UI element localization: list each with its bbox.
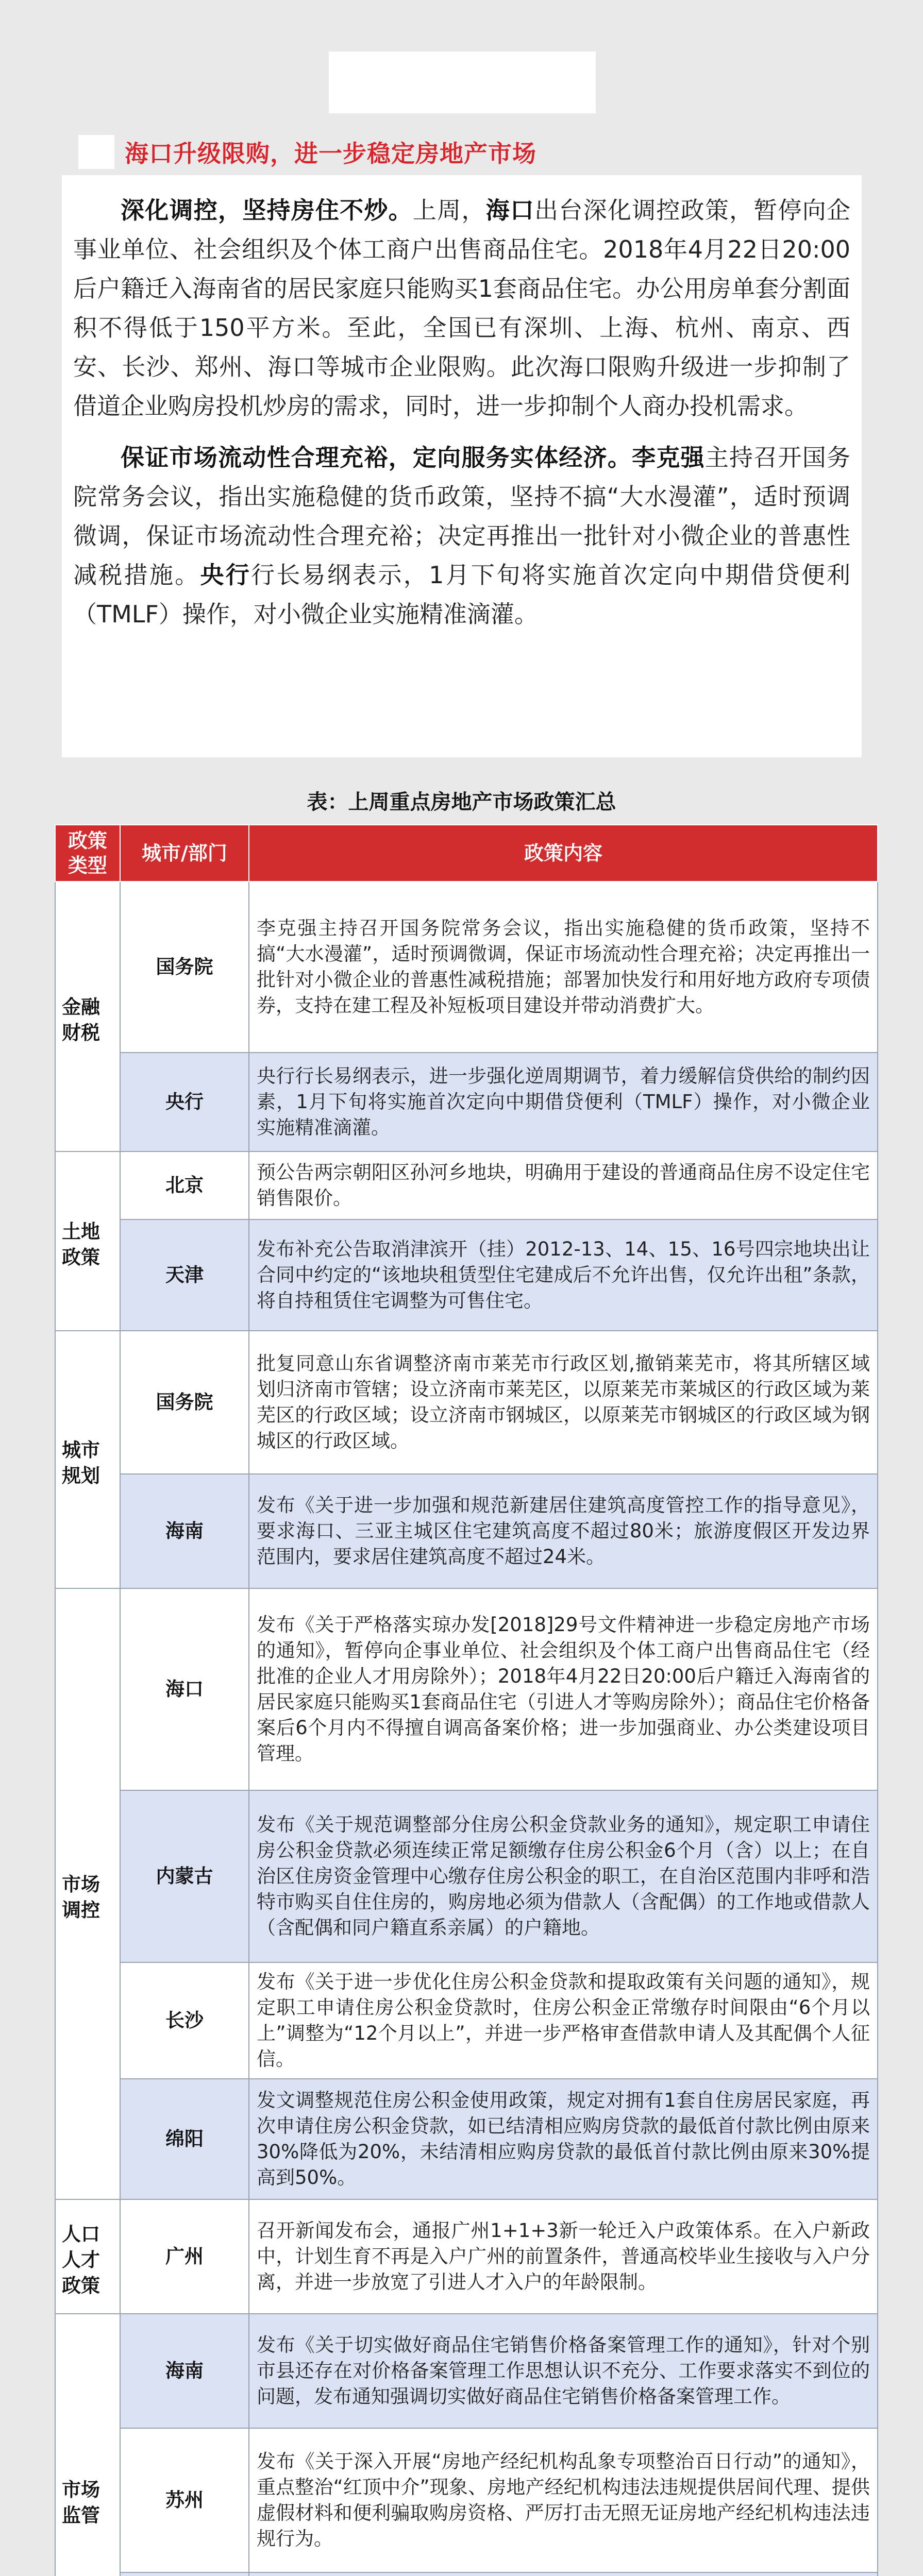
header-policy-type: 政策类型 [55, 825, 120, 882]
city-cell: 海南 [120, 2314, 249, 2428]
table-row [55, 2079, 878, 2199]
intro-p2-bold2: 央行 [200, 561, 251, 589]
table-title: 表：上周重点房地产市场政策汇总 [307, 790, 616, 814]
content-cell: 发布《关于规范调整部分住房公积金贷款业务的通知》，规定职工申请住房公积金贷款必须连续正常足额缴存住房公积金6个月（含）以上；在自治区住房资金管理中心缴存住房公积金的职工，在自治区范围内非呼和浩特市购买自住住房的，购房地必须为借款人（含配偶）的工作地或借款人（含配偶和同户籍直系亲属）的户籍地。 [249, 1790, 878, 1962]
headline-marker [78, 135, 114, 169]
intro-box [62, 175, 862, 757]
city-cell: 绵阳 [120, 2079, 249, 2199]
category-cell: 市场监管 [55, 2314, 120, 2576]
table-row [55, 882, 878, 1053]
content-cell: 预公告两宗朝阳区孙河乡地块，明确用于建设的普通商品住房不设定住宅销售限价。 [249, 1151, 878, 1219]
city-cell: 广州 [120, 2199, 249, 2314]
content-cell: 发布《关于切实做好商品住宅销售价格备案管理工作的通知》，针对个别市县还存在对价格备案管理工作思想认识不充分、工作要求落实不到位的问题，发布通知强调切实做好商品住宅销售价格备案管理工作。 [249, 2314, 878, 2428]
table-row [55, 1219, 878, 1331]
content-cell: 发布《关于严格落实琼办发[2018]29号文件精神进一步稳定房地产市场的通知》，暂停向企事业单位、社会组织及个体工商户出售商品住宅（经批准的企业人才用房除外）；2018年4月22日20:00后户籍迁入海南省的居民家庭只能购买1套商品住宅（引进人才等购房除外）；商品住宅价格备案后6个月内不得擅自调高备案价格；进一步加强商业、办公类建设项目管理。 [249, 1588, 878, 1790]
table-row [55, 1474, 878, 1588]
header-content: 政策内容 [249, 825, 878, 882]
content-cell: 发布《关于进一步加强和规范新建居住建筑高度管控工作的指导意见》，要求海口、三亚主城区住宅建筑高度不超过80米；旅游度假区开发边界范围内，要求居住建筑高度不超过24米。 [249, 1474, 878, 1588]
city-cell: 长沙 [120, 1962, 249, 2079]
city-cell: 央行 [120, 1053, 249, 1151]
content-cell: 李克强主持召开国务院常务会议，指出实施稳健的货币政策，坚持不搞“大水漫灌”，适时预调微调，保证市场流动性合理充裕；决定再推出一批针对小微企业的普惠性减税措施；部署加快发行和用好地方政府专项债券，支持在建工程及补短板项目建设并带动消费扩大。 [249, 882, 878, 1053]
category-cell: 土地政策 [55, 1151, 120, 1331]
city-cell: 国务院 [120, 882, 249, 1053]
intro-p2-text1: 主持召开国务院常务会议，指出实施稳健的货币政策，坚持不搞“大水漫灌”，适时预调微调，保证市场流动性合理充裕；决定再推出一批针对小微企业的普惠性减税措施。 [73, 444, 851, 589]
category-cell: 金融财税 [55, 882, 120, 1151]
city-cell: 苏州 [120, 2428, 249, 2572]
intro-p1-lead: 深化调控，坚持房住不炒。 [121, 196, 413, 224]
content-cell [249, 2572, 878, 2576]
intro-p1-text1: 上周， [412, 196, 486, 224]
table-row [55, 2314, 878, 2428]
city-cell: 北京 [120, 1151, 249, 1219]
headline-text: 海口升级限购，进一步稳定房地产市场 [125, 140, 536, 167]
city-cell: 内蒙古 [120, 1790, 249, 1962]
table-row [55, 1790, 878, 1962]
content-cell: 召开新闻发布会，通报广州1+1+3新一轮迁入户政策体系。在入户新政中，计划生育不再是入户广州的前置条件，普通高校毕业生接收与入户分离，并进一步放宽了引进人才入户的年龄限制。 [249, 2199, 878, 2314]
category-cell: 人口人才政策 [55, 2199, 120, 2314]
city-cell: 海口 [120, 1588, 249, 1790]
city-cell [120, 2572, 249, 2576]
table-row [55, 2428, 878, 2572]
table-row [55, 1588, 878, 1790]
table-row [55, 1962, 878, 2079]
top-white-bar [329, 52, 596, 113]
intro-paragraph-2 [73, 438, 850, 634]
content-cell: 发布补充公告取消津滨开（挂）2012-13、14、15、16号四宗地块出让合同中约定的“该地块租赁型住宅建成后不允许出售，仅允许出租”条款，将自持租赁住宅调整为可售住宅。 [249, 1219, 878, 1331]
city-cell: 国务院 [120, 1331, 249, 1474]
content-cell: 发文调整规范住房公积金使用政策，规定对拥有1套自住房居民家庭，再次申请住房公积金贷款，如已结清相应购房贷款的最低首付款比例由原来30%降低为20%，未结清相应购房贷款的最低首付款比例由原来30%提高到50%。 [249, 2079, 878, 2199]
table-row [55, 1053, 878, 1151]
city-cell: 天津 [120, 1219, 249, 1331]
category-cell: 市场调控 [55, 1588, 120, 2199]
content-cell: 发布《关于进一步优化住房公积金贷款和提取政策有关问题的通知》，规定职工申请住房公积金贷款时，住房公积金正常缴存时间限由“6个月以上”调整为“12个月以上”，并进一步严格审查借款申请人及其配偶个人征信。 [249, 1962, 878, 2079]
table-row [55, 1151, 878, 1219]
table-row [55, 1331, 878, 1474]
table-header-row [55, 825, 878, 882]
headline [78, 135, 826, 169]
content-cell: 央行行长易纲表示，进一步强化逆周期调节，着力缓解信贷供给的制约因素，1月下旬将实施首次定向中期借贷便利（TMLF）操作，对小微企业实施精准滴灌。 [249, 1053, 878, 1151]
intro-p1-bold: 海口 [485, 196, 535, 224]
intro-p2-text2: 行长易纲表示，1月下旬将实施首次定向中期借贷便利（TMLF）操作，对小微企业实施精准滴灌。 [73, 561, 850, 628]
intro-p1-text2: 出台深化调控政策，暂停向企事业单位、社会组织及个体工商户出售商品住宅。2018年4月22日20:00后户籍迁入海南省的居民家庭只能购买1套商品住宅。办公用房单套分割面积不得低于150平方米。至此，全国已有深圳、上海、杭州、南京、西安、长沙、郑州、海口等城市企业限购。此次海口限购升级进一步抑制了借道企业购房投机炒房的需求，同时，进一步抑制个人商办投机需求。 [73, 196, 851, 420]
intro-p2-bold1: 李克强 [632, 444, 705, 471]
category-cell: 城市规划 [55, 1331, 120, 1588]
policy-table [55, 824, 878, 2576]
intro-paragraph-1 [73, 191, 850, 426]
policy-table-wrap [55, 824, 877, 2576]
table-row [55, 2199, 878, 2314]
content-cell: 发布《关于深入开展“房地产经纪机构乱象专项整治百日行动”的通知》，重点整治“红顶中介”现象、房地产经纪机构违法违规提供居间代理、提供虚假材料和便利骗取购房资格、严厉打击无照无证房地产经纪机构违法违规行为。 [249, 2428, 878, 2572]
header-city: 城市/部门 [120, 825, 249, 882]
content-cell: 批复同意山东省调整济南市莱芜市行政区划,撤销莱芜市，将其所辖区域划归济南市管辖；设立济南市莱芜区，以原莱芜市莱城区的行政区域为莱芜区的行政区域；设立济南市钢城区，以原莱芜市钢城区的行政区域为钢城区的行政区域。 [249, 1331, 878, 1474]
table-row [55, 2572, 878, 2576]
city-cell: 海南 [120, 1474, 249, 1588]
intro-p2-lead: 保证市场流动性合理充裕，定向服务实体经济。 [121, 444, 632, 471]
